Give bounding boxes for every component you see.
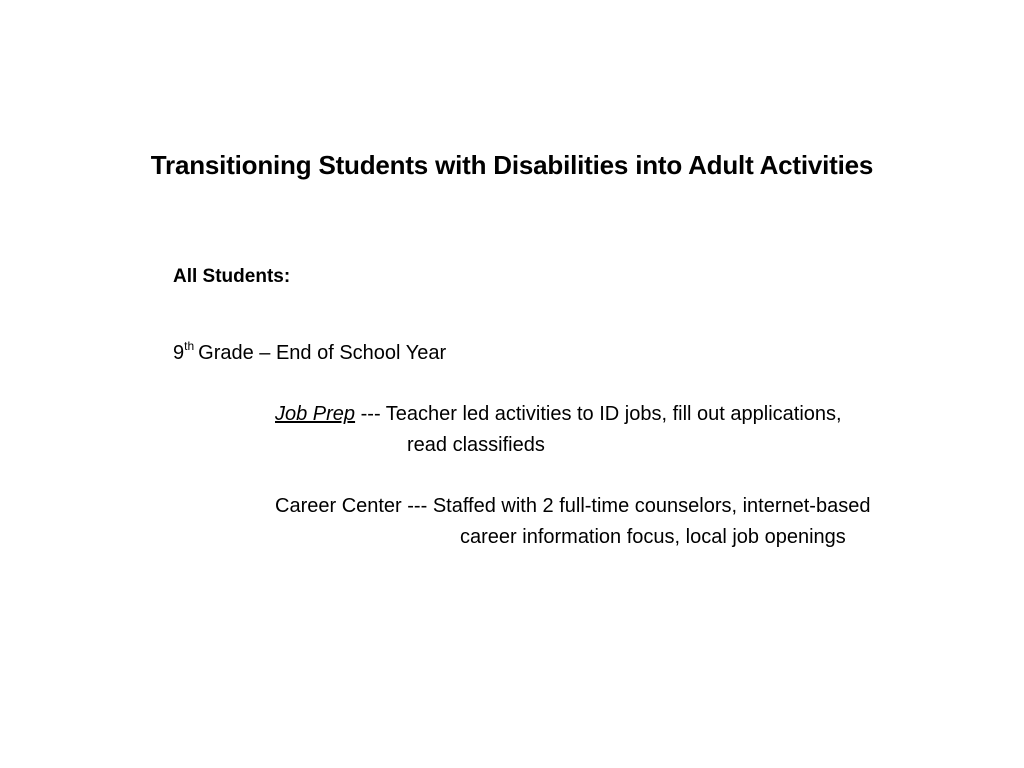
job-prep-item — [275, 403, 842, 426]
career-center-description-line2: career information focus, local job openings — [460, 526, 846, 548]
grade-text: Grade – End of School Year — [198, 342, 447, 364]
section-heading: All Students: — [173, 266, 291, 287]
career-center-item — [275, 495, 870, 518]
job-prep-description-line1: Teacher led activities to ID jobs, fill out applications, — [385, 403, 842, 425]
job-prep-description-line2: read classifieds — [407, 434, 545, 456]
slide-title: Transitioning Students with Disabilities into Adult Activities — [150, 150, 874, 180]
career-center-label: Career Center — [275, 495, 402, 517]
grade-number: 9 — [173, 342, 185, 364]
job-prep-separator: --- — [355, 403, 386, 425]
job-prep-label: Job Prep — [275, 403, 356, 425]
career-center-description-line1: Staffed with 2 full-time counselors, internet-based — [432, 495, 871, 517]
grade-line — [173, 339, 447, 365]
grade-suffix: th — [184, 339, 195, 353]
career-center-separator: --- — [401, 495, 433, 517]
